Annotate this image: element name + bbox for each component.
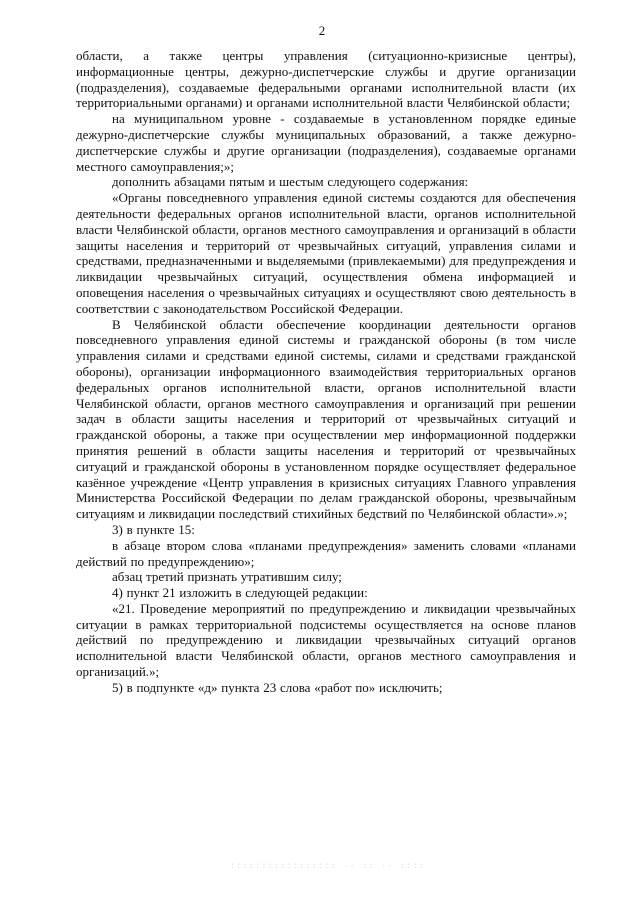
paragraph: на муниципальном уровне - создаваемые в установленном порядке единые дежурно-диспетчерские службы муниципальных образований, а также дежурно-диспетчерские службы и другие организации (подразделения), создаваемые органами местного самоуправления;»; [76, 111, 576, 174]
paragraph: «21. Проведение мероприятий по предупреждению и ликвидации чрезвычайных ситуации в рамках территориальной подсистемы осуществляется на основе планов действий по предупреждению и ликвидации чрезвычайных ситуаций органов исполнительной власти Челябинской области, органов местного самоуправления и организаций.»; [76, 600, 576, 680]
paragraph: 4) пункт 21 изложить в следующей редакции: [112, 585, 368, 601]
paragraph: области, а также центры управления (ситуационно-кризисные центры), информационные центры, дежурно-диспетчерские службы и другие организации (подразделения), создаваемые федеральными органами исполнительной власти (их территориальными органами) и органами исполнительной власти Челябинской области; [76, 48, 576, 111]
paragraph: «Органы повседневного управления единой системы создаются для обеспечения деятельности федеральных органов исполнительной власти, органов исполнительной власти Челябинской области, органов местного самоуправления и организаций в области защиты населения и территорий от чрезвычайных ситуаций, управления силами и средствами, предназначенными и выделяемыми (привлекаемыми) для предупреждения и ликвидации чрезвычайных ситуаций, осуществления обмена информацией и оповещения населения о чрезвычайных ситуациях и осуществляют свою деятельность в соответствии с законодательством Российской Федерации. [76, 190, 576, 316]
paragraph: дополнить абзацами пятым и шестым следующего содержания: [112, 174, 469, 190]
paragraph: 5) в подпункте «д» пункта 23 слова «работ по» исключить; [112, 679, 443, 695]
scan-footer-stamp: ::::::::::::::::: ·· :: ·· :::: [230, 862, 426, 871]
paragraph: В Челябинской области обеспечение координации деятельности органов повседневного управления единой системы и гражданской обороны (в том числе управления силами и средствами единой системы, силами и средствами гражданской обороны), организации информационного взаимодействия территориальных органов федеральных органов исполнительной власти, органов исполнительной власти Челябинской области, органов местного самоуправления и организаций при решении задач в области защиты населения и территорий от чрезвычайных ситуаций и гражданской обороны, а также при осуществлении мер информационной поддержки принятия решений в области защиты населения и территорий от чрезвычайных ситуаций и гражданской обороны в установленном порядке осуществляет федеральное казённое учреждение «Центр управления в кризисных ситуациях Главного управления Министерства Российской Федерации по делам гражданской обороны, чрезвычайным ситуациям и ликвидации последствий стихийных бедствий по Челябинской области».»; [76, 316, 576, 522]
paragraph: 3) в пункте 15: [112, 521, 195, 537]
paragraph: абзац третий признать утратившим силу; [112, 569, 342, 585]
document-body [76, 48, 576, 696]
page-number: 2 [318, 23, 326, 38]
paragraph: в абзаце втором слова «планами предупреждения» заменить словами «планами действий по предупреждению»; [76, 537, 576, 569]
